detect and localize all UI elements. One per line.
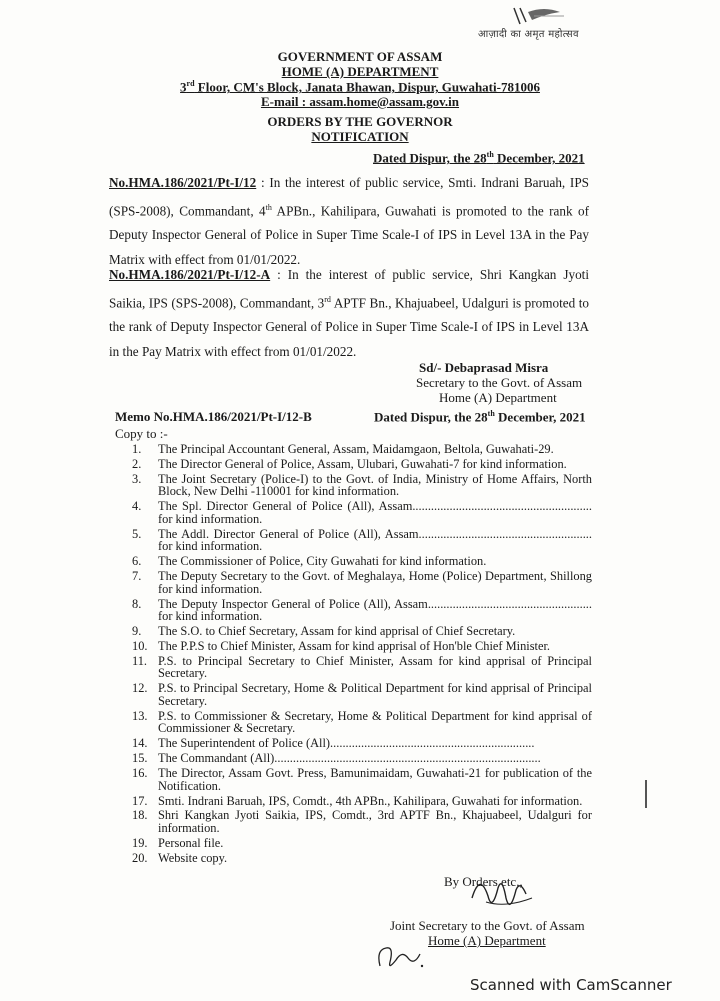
email-line: E-mail : assam.home@assam.gov.in xyxy=(260,94,460,109)
scan-edge-mark xyxy=(645,780,647,808)
order-ref-1: No.HMA.186/2021/Pt-I/12 xyxy=(109,175,257,190)
handwritten-signature xyxy=(466,868,536,920)
date-pre: Dated Dispur, the 28 xyxy=(373,150,487,166)
copy-list-item xyxy=(124,710,592,735)
government-title: GOVERNMENT OF ASSAM xyxy=(277,49,443,64)
copy-list-number: 14. xyxy=(132,736,148,751)
date-sup: th xyxy=(486,150,494,159)
order-text-2a: : In the interest of public service, Shri Kangkan Jyoti Saikia, IPS (SPS-2008), Commandant, 3 xyxy=(109,267,589,310)
copy-list-text: The Director, Assam Govt. Press, Bamunimaidam, Guwahati-21 for publication of the Notification. xyxy=(158,766,592,793)
copy-list-number: 1. xyxy=(132,442,142,456)
order-text-1a: : In the interest of public service, Smti. Indrani Baruah, IPS (SPS-2008), Commandant, 4 xyxy=(109,175,589,218)
address-sup: rd xyxy=(186,79,195,88)
copy-list xyxy=(124,443,592,867)
copy-list-item xyxy=(124,528,592,553)
order-paragraph-2 xyxy=(109,263,589,364)
memo-date xyxy=(374,409,586,425)
copy-list-text: Shri Kangkan Jyoti Saikia, IPS, Comdt., 3rd APTF Bn., Khajuabeel, Udalguri for information. xyxy=(158,808,592,836)
copy-list-text: The P.P.S to Chief Minister, Assam for kind apprisal of Hon'ble Chief Minister. xyxy=(158,638,551,653)
copy-list-text: The Superintendent of Police (All).................................................................. xyxy=(158,736,535,751)
order-text-2b: APTF Bn., Khajuabeel, Udalguri is promoted to the rank of Deputy Inspector General of Police in Super Time Scale-I of IPS in Level 13A in the Pay Matrix with effect from 01/01/2022. xyxy=(109,294,589,359)
copy-list-text: The Deputy Secretary to the Govt. of Meghalaya, Home (Police) Department, Shillong for kind information. xyxy=(158,569,592,596)
notification-date xyxy=(373,150,585,166)
copy-list-text: The Joint Secretary (Police-I) to the Govt. of India, Ministry of Home Affairs, North Block, New Delhi -110001 for kind information. xyxy=(158,471,592,499)
copy-list-number: 3. xyxy=(132,471,142,486)
copy-list-text: P.S. to Commissioner & Secretary, Home & Political Department for kind apprisal of Commissioner & Secretary. xyxy=(158,708,592,736)
order-text-1b: APBn., Kahilipara, Guwahati is promoted to the rank of Deputy Inspector General of Police in Super Time Scale-I of IPS in Level 13A in the Pay Matrix with effect from 01/01/2022. xyxy=(109,202,589,267)
copy-list-item xyxy=(124,555,592,568)
signatory-department: Home (A) Department xyxy=(439,390,557,405)
copy-list-text: The Commandant (All)...................................................................................... xyxy=(158,751,541,766)
copy-list-number: 4. xyxy=(132,499,142,514)
copy-list-item xyxy=(124,682,592,707)
copy-list-item xyxy=(124,473,592,498)
date-post: December, 2021 xyxy=(493,150,585,166)
copy-list-item xyxy=(124,752,592,765)
copy-list-number: 5. xyxy=(132,526,142,541)
copy-list-item xyxy=(124,795,592,808)
copy-list-text: The Spl. Director General of Police (All), Assam.......................................................... for kind information. xyxy=(158,499,592,526)
copy-list-number: 19. xyxy=(132,835,148,850)
copy-to-label: Copy to :- xyxy=(115,426,168,441)
memo-date-post: December, 2021 xyxy=(494,409,586,425)
order-paragraph-1 xyxy=(109,171,589,272)
copy-list-item xyxy=(124,837,592,850)
copy-list-item xyxy=(124,767,592,792)
copy-list-number: 7. xyxy=(132,569,142,584)
copy-list-item xyxy=(124,737,592,750)
copy-list-text: The Principal Accountant General, Assam, Maidamgaon, Beltola, Guwahati-29. xyxy=(158,442,554,456)
copy-list-item xyxy=(124,500,592,525)
joint-secretary-department: Home (A) Department xyxy=(428,933,546,948)
order-sup-1: th xyxy=(265,202,272,212)
copy-list-text: The S.O. to Chief Secretary, Assam for kind apprisal of Chief Secretary. xyxy=(158,624,516,639)
initials-signature xyxy=(374,936,434,976)
signatory-designation: Secretary to the Govt. of Assam xyxy=(416,375,583,390)
copy-list-number: 8. xyxy=(132,596,142,611)
copy-list-text: P.S. to Principal Secretary, Home & Political Department for kind apprisal of Principal Secretary. xyxy=(158,681,592,708)
copy-list-text: The Addl. Director General of Police (All), Assam........................................................ for kind information. xyxy=(158,526,592,554)
copy-list-text: The Commissioner of Police, City Guwahati for kind information. xyxy=(158,554,487,569)
copy-list-number: 15. xyxy=(132,751,148,766)
order-sup-2: rd xyxy=(324,294,331,304)
memo-number: Memo No.HMA.186/2021/Pt-I/12-B xyxy=(115,409,312,424)
camscanner-watermark: Scanned with CamScanner xyxy=(470,976,672,994)
memo-date-pre: Dated Dispur, the 28 xyxy=(374,409,488,425)
copy-list-number: 9. xyxy=(132,624,142,639)
orders-heading: ORDERS BY THE GOVERNOR xyxy=(267,114,453,129)
copy-list-number: 2. xyxy=(132,456,142,471)
copy-list-text: The Deputy Inspector General of Police (All), Assam..................................................... for kind information. xyxy=(158,596,592,624)
copy-list-item xyxy=(124,640,592,653)
logo-text: आज़ादी का अमृत महोत्सव xyxy=(478,29,579,40)
copy-list-number: 13. xyxy=(132,708,148,723)
department-title: HOME (A) DEPARTMENT xyxy=(281,64,439,79)
copy-list-item xyxy=(124,655,592,680)
copy-list-item xyxy=(124,443,592,456)
copy-list-text: Personal file. xyxy=(158,835,224,850)
notification-heading: NOTIFICATION xyxy=(311,129,409,144)
copy-list-item xyxy=(124,458,592,471)
copy-list-text: The Director General of Police, Assam, Ulubari, Guwahati-7 for kind information. xyxy=(158,456,567,471)
by-orders-text: By Orders etc., xyxy=(444,874,523,889)
address-post: Floor, CM's Block, Janata Bhawan, Dispur, Guwahati-781006 xyxy=(194,79,540,95)
copy-list-number: 11. xyxy=(132,653,148,668)
copy-list-item xyxy=(124,852,592,865)
order-ref-2: No.HMA.186/2021/Pt-I/12-A xyxy=(109,267,271,282)
copy-list-number: 12. xyxy=(132,681,148,696)
signatory-name: Sd/- Debaprasad Misra xyxy=(419,360,549,375)
copy-list-number: 16. xyxy=(132,766,148,781)
address-pre: 3 xyxy=(180,79,187,95)
copy-list-item xyxy=(124,809,592,834)
copy-list-number: 18. xyxy=(132,808,148,823)
memo-date-sup: th xyxy=(487,409,495,418)
copy-list-number: 17. xyxy=(132,793,148,808)
copy-list-text: P.S. to Principal Secretary to Chief Minister, Assam for kind apprisal of Principal Secretary. xyxy=(158,653,592,681)
address-line xyxy=(0,79,720,95)
copy-list-text: Website copy. xyxy=(158,850,228,865)
copy-list-item xyxy=(124,570,592,595)
copy-list-text: Smti. Indrani Baruah, IPS, Comdt., 4th APBn., Kahilipara, Guwahati for information. xyxy=(158,793,583,808)
copy-list-number: 6. xyxy=(132,554,142,569)
joint-secretary-designation: Joint Secretary to the Govt. of Assam xyxy=(390,918,585,933)
copy-list-number: 10. xyxy=(132,638,148,653)
copy-list-number: 20. xyxy=(132,850,148,865)
copy-list-item xyxy=(124,625,592,638)
copy-list-item xyxy=(124,598,592,623)
